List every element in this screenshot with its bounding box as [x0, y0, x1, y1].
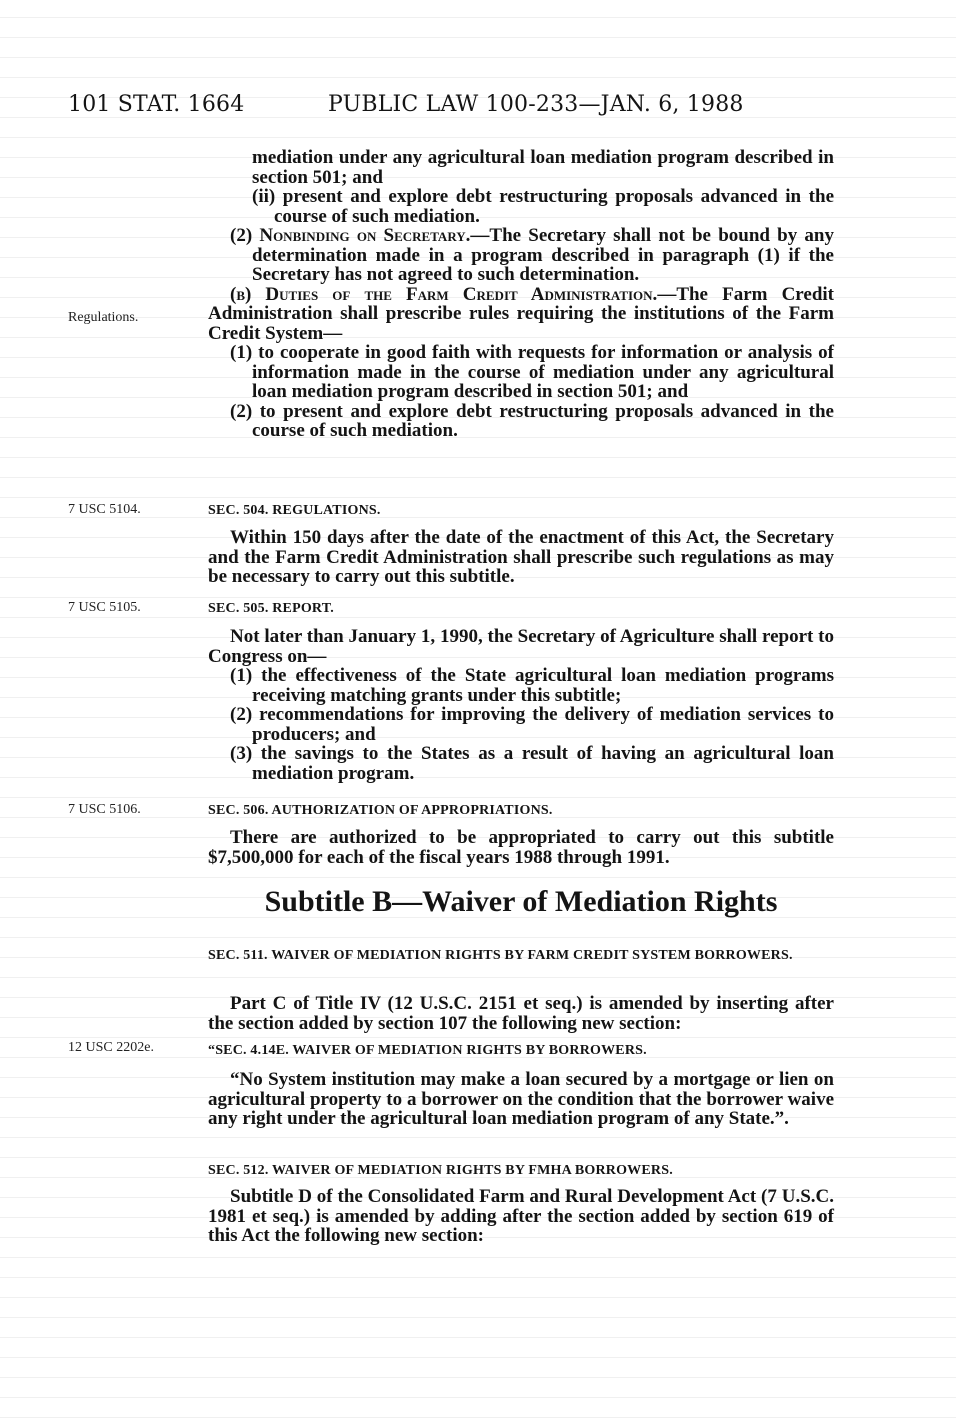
section-heading-506: SEC. 506. AUTHORIZATION OF APPROPRIATIONS. — [208, 803, 553, 818]
public-law-title: PUBLIC LAW 100-233—JAN. 6, 1988 — [328, 92, 744, 117]
section-heading-511: SEC. 511. WAIVER OF MEDIATION RIGHTS BY FARM CREDIT SYSTEM BORROWERS. — [208, 948, 793, 963]
paragraph-heading: (2) Nonbinding on Secretary. — [230, 225, 471, 246]
paragraph: (2) to present and explore debt restructuring proposals advanced in the course of such mediation. — [230, 400, 834, 441]
paragraph: “No System institution may make a loan secured by a mortgage or lien on agricultural property to a borrower on the condition that the borrower waive any right under the agricultural loan mediation program of any State.”. — [208, 1069, 834, 1129]
section-heading-512: SEC. 512. WAIVER OF MEDIATION RIGHTS BY FMHA BORROWERS. — [208, 1163, 673, 1178]
margin-note-12usc2202e: 12 USC 2202e. — [68, 1040, 154, 1055]
margin-note-7usc5106: 7 USC 5106. — [68, 802, 141, 817]
paragraph — [208, 285, 834, 344]
text-block-4-14e — [208, 1070, 834, 1129]
paragraph: Not later than January 1, 1990, the Secretary of Agriculture shall report to Congress on— — [208, 626, 834, 667]
subtitle-heading: Subtitle B—Waiver of Mediation Rights — [264, 885, 778, 918]
paragraph: Part C of Title IV (12 U.S.C. 2151 et seq.) is amended by inserting after the section added by section 107 the following new section: — [208, 993, 834, 1034]
margin-note-regulations: Regulations. — [68, 310, 139, 325]
text-block-1 — [208, 148, 834, 441]
margin-note-7usc5104: 7 USC 5104. — [68, 502, 141, 517]
paragraph: There are authorized to be appropriated to carry out this subtitle $7,500,000 for each of the fiscal years 1988 through 1991. — [208, 827, 834, 868]
paragraph: (2) recommendations for improving the delivery of mediation services to producers; and — [230, 704, 834, 745]
paragraph-text: —The Farm Credit Administration shall prescribe rules requiring the institutions of the Farm Credit System— — [208, 283, 834, 344]
text-block-511 — [208, 994, 834, 1033]
paragraph: (ii) present and explore debt restructuring proposals advanced in the course of such mediation. — [252, 186, 834, 227]
margin-note-7usc5105: 7 USC 5105. — [68, 600, 141, 615]
section-heading-4-14e: “SEC. 4.14E. WAIVER OF MEDIATION RIGHTS BY BORROWERS. — [208, 1043, 647, 1058]
paragraph: Within 150 days after the date of the enactment of this Act, the Secretary and the Farm Credit Administration shall prescribe such regulations as may be necessary to carry out this subtitle. — [208, 527, 834, 587]
paragraph: (1) to cooperate in good faith with requests for information or analysis of information made in the course of mediation under any agricultural loan mediation program described in section 501; and — [230, 342, 834, 402]
text-block-506 — [208, 828, 834, 867]
text-block-504 — [208, 528, 834, 587]
paragraph — [208, 226, 834, 285]
paragraph: mediation under any agricultural loan mediation program described in section 501; and — [252, 147, 834, 188]
section-heading-504: SEC. 504. REGULATIONS. — [208, 503, 381, 518]
paragraph-text: —The Secretary shall not be bound by any determination made in a program described in paragraph (1) if the Secretary has not agreed to such determination. — [252, 225, 834, 285]
section-heading-505: SEC. 505. REPORT. — [208, 601, 334, 616]
paragraph: Subtitle D of the Consolidated Farm and Rural Development Act (7 U.S.C. 1981 et seq.) is amended by adding after the section added by section 619 of this Act the following new section: — [208, 1186, 834, 1246]
paragraph: (1) the effectiveness of the State agricultural loan mediation programs receiving matching grants under this subtitle; — [230, 665, 834, 706]
paragraph-heading: (b) Duties of the Farm Credit Administration. — [230, 283, 658, 305]
text-block-512 — [208, 1187, 834, 1246]
statute-citation: 101 STAT. 1664 — [68, 92, 245, 117]
paragraph: (3) the savings to the States as a result of having an agricultural loan mediation program. — [230, 743, 834, 784]
running-header — [68, 92, 896, 124]
text-block-505 — [208, 627, 834, 783]
